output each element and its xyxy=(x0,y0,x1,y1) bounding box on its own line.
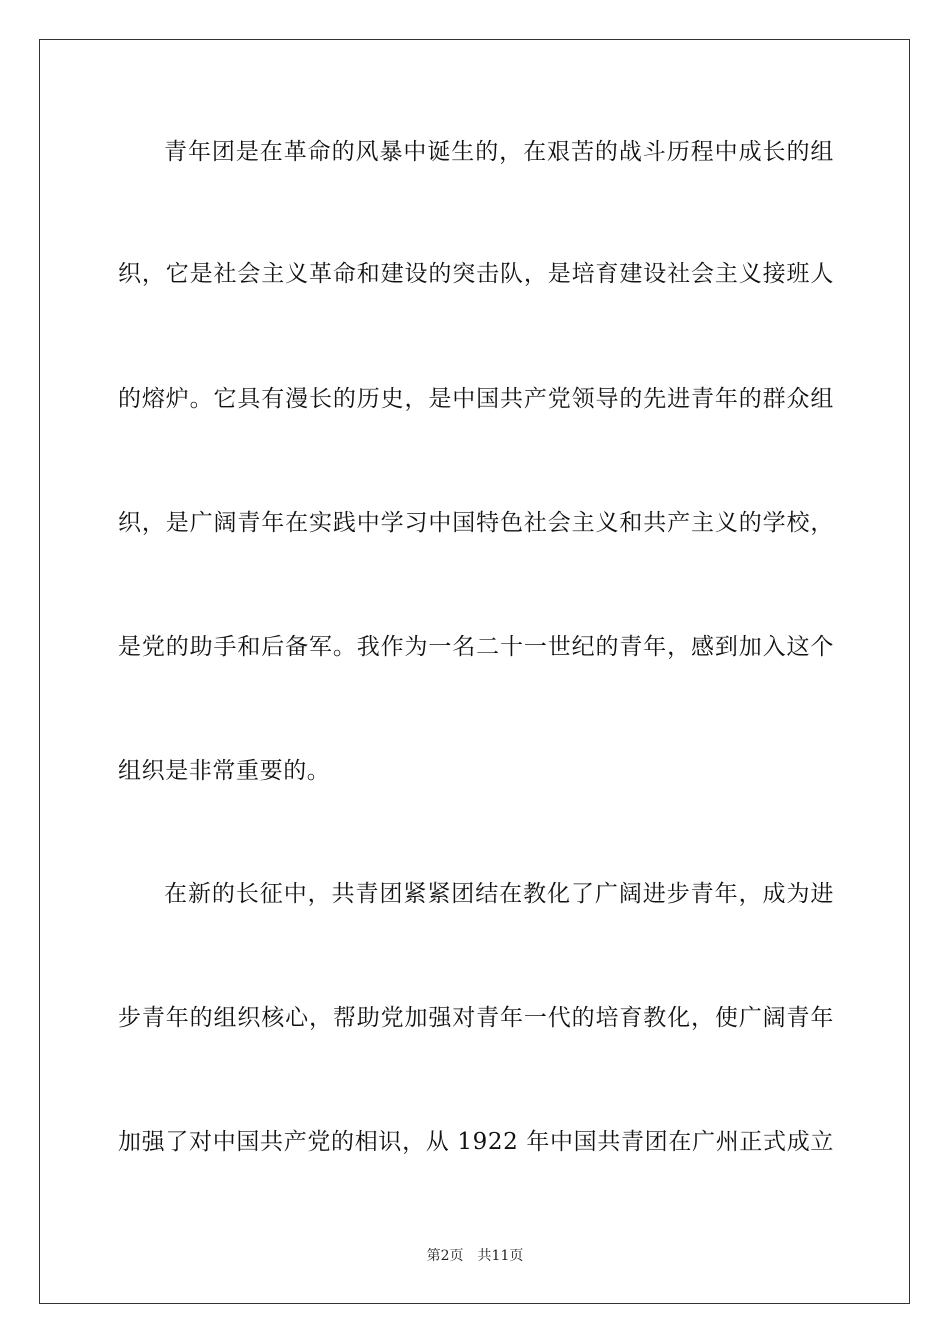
page-footer xyxy=(0,1247,950,1265)
paragraph-1-line-4: 织，是广阔青年在实践中学习中国特色社会主义和共产主义的学校， xyxy=(118,510,834,536)
paragraph-2-line-1: 在新的长征中，共青团紧紧团结在教化了广阔进步青年，成为进 xyxy=(164,881,834,907)
page-border xyxy=(39,39,910,1304)
current-page-number: 第2页 xyxy=(426,1248,464,1264)
paragraph-1-line-6: 组织是非常重要的。 xyxy=(118,758,331,784)
paragraph-1-line-3: 的熔炉。它具有漫长的历史，是中国共产党领导的先进青年的群众组 xyxy=(118,386,834,412)
paragraph-2-line-2: 步青年的组织核心，帮助党加强对青年一代的培育教化，使广阔青年 xyxy=(118,1005,834,1031)
paragraph-1-line-2: 织，它是社会主义革命和建设的突击队，是培育建设社会主义接班人 xyxy=(118,261,834,287)
total-page-count: 共11页 xyxy=(477,1248,524,1264)
paragraph-1-line-1: 青年团是在革命的风暴中诞生的，在艰苦的战斗历程中成长的组 xyxy=(164,139,834,165)
paragraph-2-line-3: 加强了对中国共产党的相识，从 1922 年中国共青团在广州正式成立 xyxy=(118,1129,834,1155)
paragraph-1-line-5: 是党的助手和后备军。我作为一名二十一世纪的青年，感到加入这个 xyxy=(118,634,834,660)
